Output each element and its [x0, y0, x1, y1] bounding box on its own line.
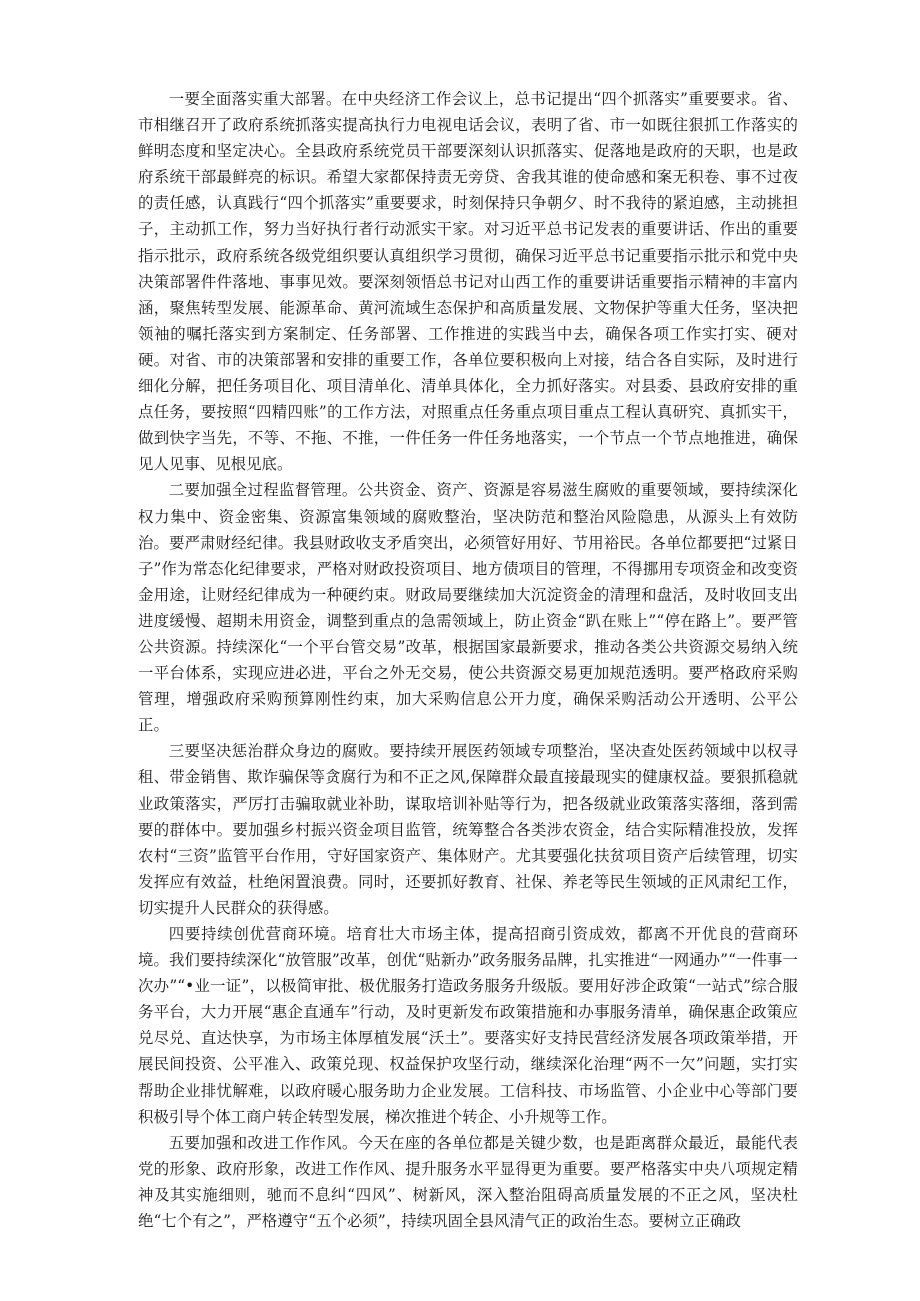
paragraph-3: 三要坚决惩治群众身边的腐败。要持续开展医药领域专项整治，坚决查处医药领域中以权寻租、带金销售、欺诈骗保等贪腐行为和不正之风,保障群众最直接最现实的健康权益。要狠抓稳就业政策落实，严厉打击骗取就业补助，谋取培训补贴等行为，把各级就业政策落实落细，落到需要的群体中。要加强乡村振兴资金项目监管，统筹整合各类涉农资金，结合实际精准投放，发挥农村“三资”监管平台作用，守好国家资产、集体财产。尤其要强化扶贫项目资产后续管理，切实发挥应有效益，杜绝闲置浪费。同时，还要抓好教育、社保、养老等民生领域的正风肃纪工作，切实提升人民群众的获得感。 — [138, 742, 798, 917]
paragraph-5: 五要加强和改进工作作风。今天在座的各单位都是关键少数，也是距离群众最近，最能代表党的形象、政府形象，改进工作作风、提升服务水平显得更为重要。要严格落实中央八项规定精神及其实施细则，驰而不息纠“四风”、树新风，深入整治阻碍高质量发展的不正之风，坚决杜绝“七个有之”，严格遵守“五个必须”，持续巩固全县风清气正的政治生态。要树立正确政 — [138, 1133, 798, 1231]
document-body — [138, 86, 798, 1234]
paragraph-4: 四要持续创优营商环境。培育壮大市场主体，提高招商引资成效，都离不开优良的营商环境。我们要持续深化“放管服”改革，创优“贴新办”政务服务品牌，扎实推进“一网通办”“一件事一次办”“•业一证”，以极简审批、极优服务打造政务服务升级版。要用好涉企政策“一站式”综合服务平台，大力开展“惠企直通车”行动，及时更新发布政策措施和办事服务清单，确保惠企政策应兑尽兑、直达快享，为市场主体厚植发展“沃土”。要落实好支持民营经济发展各项政策举措，开展民间投资、公平准入、政策兑现、权益保护攻坚行动，继续深化治理“两不一欠”问题，实打实帮助企业排忧解难，以政府暖心服务助力企业发展。工信科技、市场监管、小企业中心等部门要积极引导个体工商户转企转型发展，梯次推进个转企、小升规等工作。 — [138, 925, 798, 1126]
paragraph-1: 一要全面落实重大部署。在中央经济工作会议上，总书记提出“四个抓落实”重要要求。省、市相继召开了政府系统抓落实提高执行力电视电话会议，表明了省、市一如既往狠抓工作落实的鲜明态度和坚定决心。全县政府系统党员干部要深刻认识抓落实、促落地是政府的天职，也是政府系统干部最鲜亮的标识。希望大家都保持责无旁贷、舍我其谁的使命感和案无积卷、事不过夜的责任感，认真践行“四个抓落实”重要要求，时刻保持只争朝夕、时不我待的紧迫感，主动挑担子，主动抓工作，努力当好执行者行动派实干家。对习近平总书记发表的重要讲话、作出的重要指示批示，政府系统各级党组织要认真组织学习贯彻，确保习近平总书记重要指示批示和党中央决策部署件件落地、事事见效。要深刻领悟总书记对山西工作的重要讲话重要指示精神的丰富内涵，聚焦转型发展、能源革命、黄河流域生态保护和高质量发展、文物保护等重大任务，坚决把领袖的嘱托落实到方案制定、任务部署、工作推进的实践当中去，确保各项工作实打实、硬对硬。对省、市的决策部署和安排的重要工作，各单位要积极向上对接，结合各自实际，及时进行细化分解，把任务项目化、项目清单化、清单具体化，全力抓好落实。对县委、县政府安排的重点任务，要按照“四精四账”的工作方法，对照重点任务重点项目重点工程认真研究、真抓实干，做到快字当先，不等、不拖、不推，一件任务一件任务地落实，一个节点一个节点地推进，确保见人见事、见根见底。 — [138, 90, 798, 474]
paragraph-2: 二要加强全过程监督管理。公共资金、资产、资源是容易滋生腐败的重要领域，要持续深化权力集中、资金密集、资源富集领域的腐败整治，坚决防范和整治风险隐患，从源头上有效防治。要严肃财经纪律。我县财政收支矛盾突出，必须管好用好、节用裕民。各单位都要把“过紧日子”作为常态化纪律要求，严格对财政投资项目、地方债项目的管理，不得挪用专项资金和改变资金用途，让财经纪律成为一种硬约束。财政局要继续加大沉淀资金的清理和盘活，及时收回支出进度缓慢、超期未用资金，调整到重点的急需领域上，防止资金“趴在账上”“停在路上”。要严管公共资源。持续深化“一个平台管交易”改革，根据国家最新要求，推动各类公共资源交易纳入统一平台体系，实现应进必进，平台之外无交易，使公共资源交易更加规范透明。要严格政府采购管理，增强政府采购预算刚性约束，加大采购信息公开力度，确保采购活动公开透明、公平公正。 — [138, 481, 798, 735]
